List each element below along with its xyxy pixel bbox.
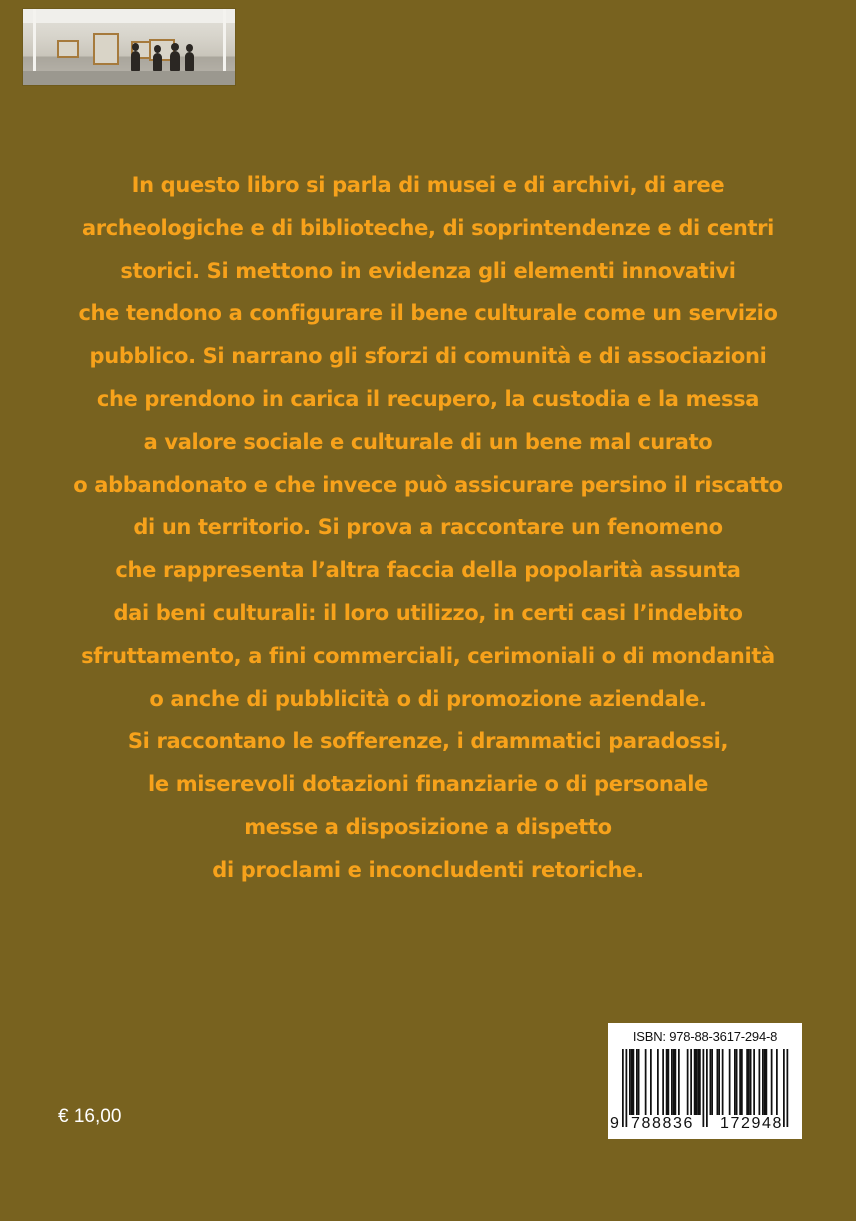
barcode-bar — [717, 1049, 719, 1115]
barcode-bar — [711, 1049, 713, 1115]
barcode-bar — [638, 1049, 640, 1115]
barcode-bar — [699, 1049, 701, 1115]
blurb-line: che rappresenta l’altra faccia della popolarità assunta — [115, 558, 741, 583]
barcode-bar — [729, 1049, 731, 1115]
barcode-digits-right: 172948 — [720, 1115, 783, 1132]
blurb-line: dai beni culturali: il loro utilizzo, in certi casi l’indebito — [113, 600, 743, 625]
barcode-bar — [694, 1049, 696, 1115]
barcode-bar — [710, 1049, 712, 1115]
blurb-line: sfruttamento, a fini commerciali, cerimoniali o di mondanità — [81, 643, 775, 668]
blurb-line: o abbandonato e che invece può assicurare persino il riscatto — [73, 472, 783, 497]
barcode-bar — [718, 1049, 720, 1115]
barcode-bar — [766, 1049, 768, 1115]
barcode-bar — [622, 1049, 624, 1127]
blurb-line: pubblico. Si narrano gli sforzi di comunità e di associazioni — [89, 344, 767, 369]
blurb-text — [40, 164, 816, 892]
barcode-bar — [762, 1049, 764, 1115]
barcode-bar — [657, 1049, 659, 1115]
barcode-bar — [633, 1049, 635, 1115]
barcode-bar — [746, 1049, 748, 1115]
price-label: € 16,00 — [58, 1106, 122, 1127]
blurb-line: di un territorio. Si prova a raccontare un fenomeno — [133, 515, 723, 540]
blurb-line: archeologiche e di biblioteche, di soprintendenze e di centri — [81, 215, 774, 240]
barcode-bar — [631, 1049, 633, 1115]
barcode-bar — [759, 1049, 761, 1115]
barcode-bar — [678, 1049, 680, 1115]
barcode-bar — [696, 1049, 698, 1115]
barcode-bar — [687, 1049, 689, 1115]
blurb-line: messe a disposizione a dispetto — [244, 814, 612, 839]
blurb-line: di proclami e inconcludenti retoriche. — [212, 857, 644, 882]
barcode-bar — [697, 1049, 699, 1115]
barcode-bar — [748, 1049, 750, 1115]
blurb-line: o anche di pubblicità o di promozione aziendale. — [149, 686, 707, 711]
isbn-barcode — [608, 1023, 802, 1139]
barcode-bar — [741, 1049, 743, 1115]
blurb-line: che tendono a configurare il bene culturale come un servizio — [78, 301, 778, 326]
barcode-digits-left: 788836 — [631, 1115, 694, 1132]
blurb-line: che prendono in carica il recupero, la custodia e la messa — [96, 386, 760, 411]
barcode-bar — [764, 1049, 766, 1115]
barcode-bar — [650, 1049, 652, 1115]
barcode-bar — [771, 1049, 773, 1115]
barcode-bar — [675, 1049, 677, 1115]
blurb-line: a valore sociale e culturale di un bene mal curato — [143, 429, 713, 454]
barcode-bar — [636, 1049, 638, 1115]
barcode-bar — [736, 1049, 738, 1115]
barcode-bar — [662, 1049, 664, 1115]
barcode-bar — [666, 1049, 668, 1115]
barcode-bar — [734, 1049, 736, 1115]
barcode-bar — [690, 1049, 692, 1115]
barcode-bar — [703, 1049, 705, 1127]
blurb-line: In questo libro si parla di musei e di archivi, di aree — [131, 173, 725, 197]
barcode-bar — [671, 1049, 673, 1115]
barcode-digit-first: 9 — [610, 1115, 619, 1132]
barcode-bar — [673, 1049, 675, 1115]
blurb-line: le miserevoli dotazioni finanziarie o di personale — [148, 772, 708, 797]
barcode-bar — [787, 1049, 789, 1127]
barcode-bar — [783, 1049, 785, 1127]
barcode-bar — [629, 1049, 631, 1115]
blurb-line: Si raccontano le sofferenze, i drammatici paradossi, — [127, 729, 729, 754]
museum-gallery-photo — [22, 8, 236, 86]
barcode-bar — [776, 1049, 778, 1115]
barcode-bar — [626, 1049, 628, 1127]
barcode-bar — [668, 1049, 670, 1115]
barcode-bar — [750, 1049, 752, 1115]
barcode-bar — [722, 1049, 724, 1115]
barcode-bar — [739, 1049, 741, 1115]
isbn-label: ISBN: 978-88-3617-294-8 — [632, 1029, 778, 1044]
barcode-bar — [753, 1049, 755, 1115]
blurb-line: storici. Si mettono in evidenza gli elementi innovativi — [120, 258, 736, 283]
barcode-bar — [645, 1049, 647, 1115]
barcode-bar — [706, 1049, 708, 1127]
